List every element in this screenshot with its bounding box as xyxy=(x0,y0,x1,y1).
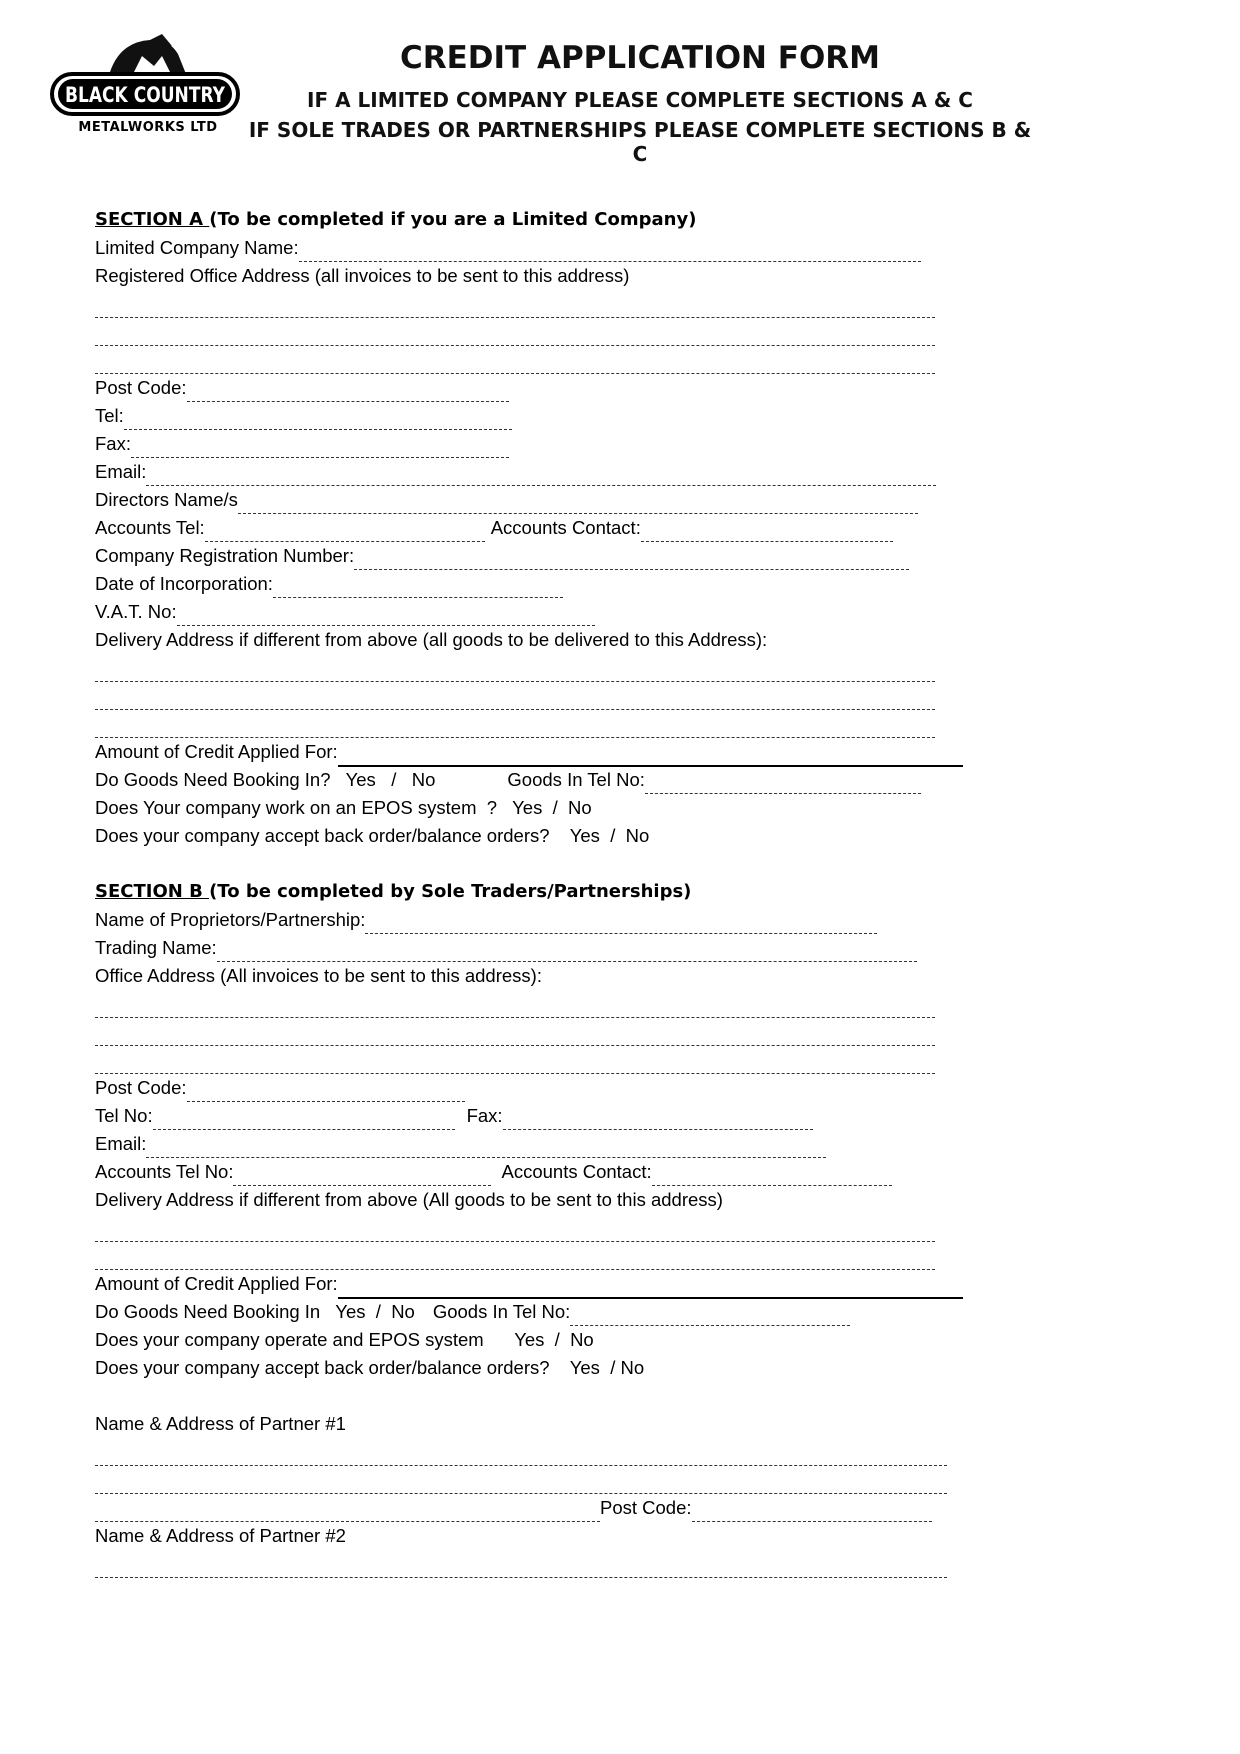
email-field[interactable] xyxy=(146,458,936,486)
b-fax-label: Fax: xyxy=(466,1105,503,1126)
goods-in-tel-field[interactable] xyxy=(645,766,921,794)
b-delivery-address-line-2[interactable] xyxy=(95,1242,935,1270)
epos-question: Does Your company work on an EPOS system ? Yes / No xyxy=(95,797,592,818)
row-credit-amount xyxy=(95,738,963,766)
b-back-order-question: Does your company accept back order/balance orders? Yes / No xyxy=(95,1357,645,1378)
b-booking-question: Do Goods Need Booking In Yes / No xyxy=(95,1301,415,1322)
registered-address-line-1[interactable] xyxy=(95,290,935,318)
directors-label: Directors Name/s xyxy=(95,489,238,510)
company-name-label: Limited Company Name: xyxy=(95,237,299,258)
post-code-field[interactable] xyxy=(187,374,509,402)
post-code-label: Post Code: xyxy=(95,377,187,398)
goods-in-tel-label: Goods In Tel No: xyxy=(507,769,645,790)
company-reg-field[interactable] xyxy=(354,542,909,570)
row-company-reg xyxy=(95,542,909,570)
partner1-line-2[interactable] xyxy=(95,1466,947,1494)
row-proprietors xyxy=(95,906,877,934)
instruction-line-1: IF A LIMITED COMPANY PLEASE COMPLETE SECTIONS A & C xyxy=(307,88,973,112)
accounts-contact-label: Accounts Contact: xyxy=(490,517,641,538)
directors-field[interactable] xyxy=(238,486,918,514)
b-tel-field[interactable] xyxy=(153,1102,455,1130)
page-title: CREDIT APPLICATION FORM xyxy=(399,40,881,76)
section-a-heading xyxy=(95,206,696,234)
company-reg-label: Company Registration Number: xyxy=(95,545,355,566)
date-inc-field[interactable] xyxy=(273,570,563,598)
row-b-accounts xyxy=(95,1158,892,1186)
proprietors-label: Name of Proprietors/Partnership: xyxy=(95,909,366,930)
b-epos-question: Does your company operate and EPOS system Yes / No xyxy=(95,1329,594,1350)
partner1-line-3[interactable] xyxy=(95,1494,600,1522)
office-address-line-3[interactable] xyxy=(95,1046,935,1074)
b-delivery-address-label: Delivery Address if different from above (All goods to be sent to this address) xyxy=(95,1189,723,1210)
row-booking xyxy=(95,766,921,794)
accounts-tel-field[interactable] xyxy=(205,514,485,542)
accounts-contact-field[interactable] xyxy=(641,514,893,542)
partner2-label: Name & Address of Partner #2 xyxy=(95,1525,346,1546)
b-tel-label: Tel No: xyxy=(95,1105,153,1126)
trading-name-field[interactable] xyxy=(217,934,917,962)
b-fax-field[interactable] xyxy=(503,1102,813,1130)
partner2-line-1[interactable] xyxy=(95,1550,947,1578)
section-a-note: (To be completed if you are a Limited Company) xyxy=(209,209,697,230)
partner-post-code-field[interactable] xyxy=(692,1494,932,1522)
b-accounts-contact-label: Accounts Contact: xyxy=(501,1161,652,1182)
vat-label: V.A.T. No: xyxy=(95,601,177,622)
b-post-code-label: Post Code: xyxy=(95,1077,187,1098)
delivery-address-line-2[interactable] xyxy=(95,682,935,710)
partner1-line-1[interactable] xyxy=(95,1438,947,1466)
proprietors-field[interactable] xyxy=(365,906,877,934)
office-address-line-2[interactable] xyxy=(95,1018,935,1046)
vat-field[interactable] xyxy=(177,598,595,626)
delivery-address-line-3[interactable] xyxy=(95,710,935,738)
row-company-name xyxy=(95,234,921,262)
section-b-title: SECTION B xyxy=(95,881,210,902)
section-b-note: (To be completed by Sole Traders/Partnerships) xyxy=(209,881,692,902)
date-inc-label: Date of Incorporation: xyxy=(95,573,273,594)
tel-label: Tel: xyxy=(95,405,124,426)
row-accounts xyxy=(95,514,893,542)
b-credit-amount-field[interactable] xyxy=(338,1270,963,1299)
row-b-booking xyxy=(95,1298,850,1326)
b-accounts-contact-field[interactable] xyxy=(652,1158,892,1186)
row-b-email xyxy=(95,1130,826,1158)
booking-question: Do Goods Need Booking In? Yes / No xyxy=(95,769,436,790)
office-address-line-1[interactable] xyxy=(95,990,935,1018)
company-name-field[interactable] xyxy=(299,234,921,262)
b-accounts-tel-label: Accounts Tel No: xyxy=(95,1161,234,1182)
row-date-inc xyxy=(95,570,563,598)
registered-address-label: Registered Office Address (all invoices to be sent to this address) xyxy=(95,265,630,286)
row-email xyxy=(95,458,936,486)
fax-label: Fax: xyxy=(95,433,131,454)
row-b-post-code xyxy=(95,1074,465,1102)
b-post-code-field[interactable] xyxy=(187,1074,465,1102)
b-email-label: Email: xyxy=(95,1133,147,1154)
registered-address-line-3[interactable] xyxy=(95,346,935,374)
row-b-tel-fax xyxy=(95,1102,813,1130)
credit-amount-field[interactable] xyxy=(338,738,963,767)
row-post-code xyxy=(95,374,509,402)
row-trading-name xyxy=(95,934,917,962)
row-tel xyxy=(95,402,512,430)
row-directors xyxy=(95,486,918,514)
row-vat xyxy=(95,598,595,626)
section-a-title: SECTION A xyxy=(95,209,210,230)
logo-subtitle: METALWORKS LTD xyxy=(78,120,218,135)
b-credit-amount-label: Amount of Credit Applied For: xyxy=(95,1273,338,1294)
trading-name-label: Trading Name: xyxy=(95,937,217,958)
logo-brand: BLACK COUNTRY xyxy=(65,83,226,107)
section-b-heading xyxy=(95,878,691,906)
b-goods-in-tel-field[interactable] xyxy=(570,1298,850,1326)
back-order-question: Does your company accept back order/balance orders? Yes / No xyxy=(95,825,650,846)
b-delivery-address-line-1[interactable] xyxy=(95,1214,935,1242)
registered-address-line-2[interactable] xyxy=(95,318,935,346)
office-address-label: Office Address (All invoices to be sent to this address): xyxy=(95,965,542,986)
email-label: Email: xyxy=(95,461,147,482)
tel-field[interactable] xyxy=(124,402,512,430)
b-goods-in-tel-label: Goods In Tel No: xyxy=(432,1301,571,1322)
b-email-field[interactable] xyxy=(146,1130,826,1158)
partner1-label: Name & Address of Partner #1 xyxy=(95,1413,346,1434)
row-fax xyxy=(95,430,509,458)
delivery-address-line-1[interactable] xyxy=(95,654,935,682)
partner-post-code-label: Post Code: xyxy=(600,1497,692,1518)
instruction-line-2: IF SOLE TRADES OR PARTNERSHIPS PLEASE COMPLETE SECTIONS B & C xyxy=(248,118,1032,166)
b-accounts-tel-field[interactable] xyxy=(233,1158,491,1186)
credit-amount-label: Amount of Credit Applied For: xyxy=(95,741,338,762)
row-b-credit-amount xyxy=(95,1270,963,1298)
accounts-tel-label: Accounts Tel: xyxy=(95,517,205,538)
row-partner1-post xyxy=(95,1494,932,1522)
fax-field[interactable] xyxy=(131,430,509,458)
delivery-address-label: Delivery Address if different from above (all goods to be delivered to this Address): xyxy=(95,629,768,650)
